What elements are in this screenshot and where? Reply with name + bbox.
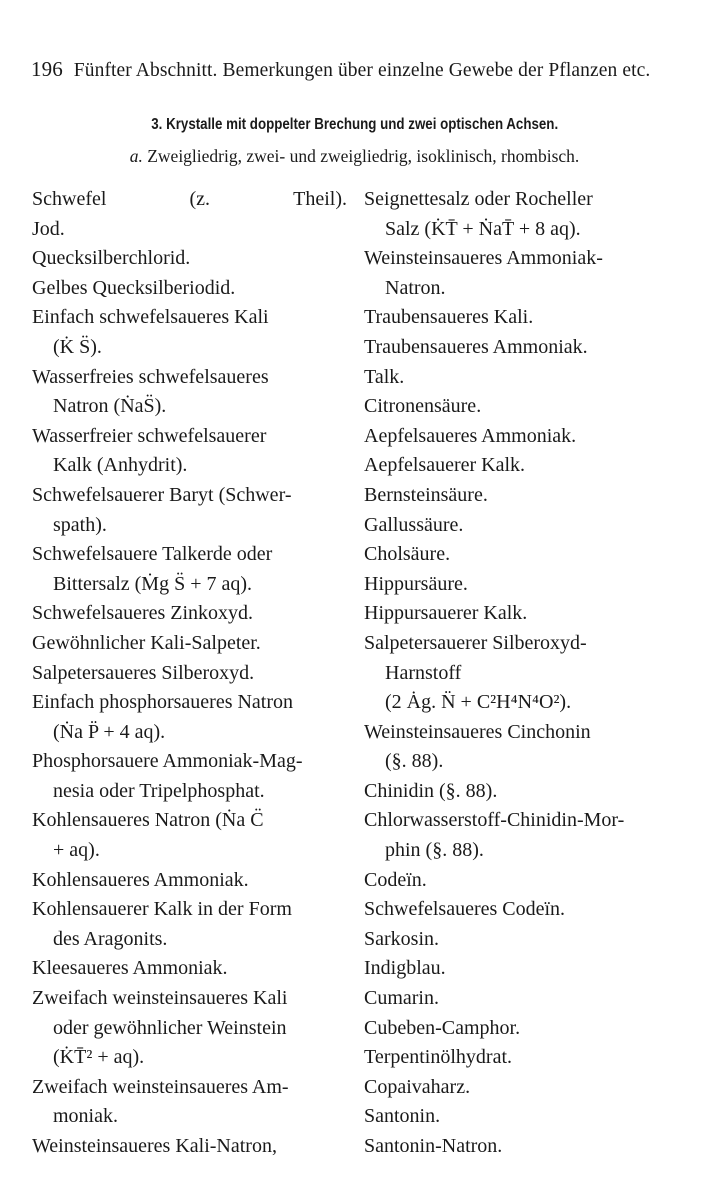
list-item-continuation: Salz (K̇T̄ + ṄaT̄ + 8 aq).: [385, 217, 581, 240]
list-item: [32, 185, 347, 215]
word: Theil).: [293, 188, 347, 210]
left-column: [32, 185, 347, 1162]
list-item: Quecksilberchlorid.: [32, 247, 191, 270]
list-item: Schwefelsauerer Baryt (Schwer-: [32, 483, 292, 506]
running-header: [31, 57, 650, 82]
list-item: Hippursäure.: [364, 572, 468, 595]
list-item-continuation: Bittersalz (Ṁg S̈ + 7 aq).: [53, 572, 253, 595]
subsection-title: Zweigliedrig, zwei- und zweigliedrig, isoklinisch, rhombisch.: [147, 146, 580, 166]
list-item: Santonin.: [364, 1105, 441, 1128]
list-item: Kohlensauerer Kalk in der Form: [32, 898, 292, 921]
list-item-continuation: Kalk (Anhydrit).: [53, 454, 188, 477]
list-item: Chlorwasserstoff-Chinidin-Mor-: [364, 809, 625, 832]
word: (z.: [189, 188, 211, 210]
list-item: Copaivaharz.: [364, 1075, 471, 1098]
word: Schwefel: [32, 188, 107, 210]
list-item: Kohlensaueres Natron (Ṅa C̈: [32, 809, 264, 832]
list-item: Gelbes Quecksilberiodid.: [32, 276, 236, 299]
list-item-continuation: Natron (ṄaS̈).: [53, 395, 167, 418]
list-item-continuation: moniak.: [53, 1105, 118, 1128]
section-heading: 3. Krystalle mit doppelter Brechung und zwei optischen Achsen.: [151, 116, 559, 133]
list-item: Zweifach weinsteinsaueres Am-: [32, 1075, 289, 1098]
list-item: Kohlensaueres Ammoniak.: [32, 868, 249, 891]
list-item-continuation: Seignettesalz oder Rocheller: [364, 188, 593, 210]
list-item-continuation: Harnstoff: [385, 661, 462, 684]
running-title: Fünfter Abschnitt. Bemerkungen über einzelne Gewebe der Pflanzen etc.: [73, 60, 651, 81]
list-item: Traubensaueres Ammoniak.: [364, 335, 588, 358]
list-item-continuation: spath).: [53, 513, 107, 536]
list-item: Phosphorsauere Ammoniak-Mag-: [32, 750, 303, 773]
list-item-continuation: des Aragonits.: [53, 927, 168, 950]
list-item: Aepfelsauerer Kalk.: [364, 454, 526, 477]
list-item: Citronensäure.: [364, 395, 482, 418]
list-item: Chinidin (§. 88).: [364, 779, 498, 802]
list-item: Sarkosin.: [364, 927, 439, 950]
list-item: Weinsteinsaueres Ammoniak-: [364, 247, 603, 270]
list-item: Weinsteinsaueres Kali-Natron,: [32, 1135, 277, 1157]
list-item: Einfach phosphorsaueres Natron: [32, 691, 294, 714]
list-item: Hippursauerer Kalk.: [364, 602, 528, 625]
list-item: Wasserfreies schwefelsaueres: [32, 365, 269, 388]
list-item: Terpentinölhydrat.: [364, 1046, 512, 1069]
list-item-continuation: (K̇T̄² + aq).: [53, 1046, 145, 1069]
list-item: Talk.: [364, 365, 405, 388]
list-item: Cubeben-Camphor.: [364, 1016, 521, 1039]
list-item: Gewöhnlicher Kali-Salpeter.: [32, 631, 261, 654]
list-item: Schwefelsauere Talkerde oder: [32, 543, 273, 566]
list-item: Salpetersaueres Silberoxyd.: [32, 661, 255, 684]
list-item-continuation: phin (§. 88).: [385, 839, 484, 862]
list-item: Zweifach weinsteinsaueres Kali: [32, 987, 288, 1010]
right-column: [364, 185, 679, 1162]
list-item: Codeïn.: [364, 868, 427, 891]
list-item: Schwefelsaueres Codeïn.: [364, 898, 566, 921]
list-item-continuation: (Ṅa P̈ + 4 aq).: [53, 720, 166, 743]
list-item: Santonin-Natron.: [364, 1135, 503, 1157]
list-item-continuation: (§. 88).: [385, 750, 444, 773]
list-item: Traubensaueres Kali.: [364, 306, 534, 329]
list-item-continuation: Natron.: [385, 276, 446, 299]
list-item: Kleesaueres Ammoniak.: [32, 957, 228, 980]
subsection-heading: [0, 146, 709, 167]
subsection-letter: a.: [129, 146, 143, 166]
list-item: Jod.: [32, 217, 65, 240]
list-item: Einfach schwefelsaueres Kali: [32, 306, 269, 329]
page-number: 196: [31, 57, 63, 81]
list-item: Weinsteinsaueres Cinchonin: [364, 720, 591, 743]
list-item: Cholsäure.: [364, 543, 451, 566]
list-item: Cumarin.: [364, 987, 439, 1010]
list-item-continuation: + aq).: [53, 839, 100, 862]
list-item: Schwefelsaueres Zinkoxyd.: [32, 602, 254, 625]
list-item-continuation: (2 Ȧg. N̈ + C²H⁴N⁴O²).: [385, 691, 572, 714]
list-item-continuation: (K̇ S̈).: [53, 335, 102, 358]
list-item-continuation: oder gewöhnlicher Weinstein: [53, 1016, 287, 1039]
list-item: Gallussäure.: [364, 513, 464, 536]
list-item: Bernsteinsäure.: [364, 483, 488, 506]
list-item-continuation: nesia oder Tripelphosphat.: [53, 779, 265, 802]
list-item: Wasserfreier schwefelsauerer: [32, 424, 267, 447]
list-item: Aepfelsaueres Ammoniak.: [364, 424, 577, 447]
list-item: Salpetersauerer Silberoxyd-: [364, 631, 587, 654]
list-item: Indigblau.: [364, 957, 446, 980]
